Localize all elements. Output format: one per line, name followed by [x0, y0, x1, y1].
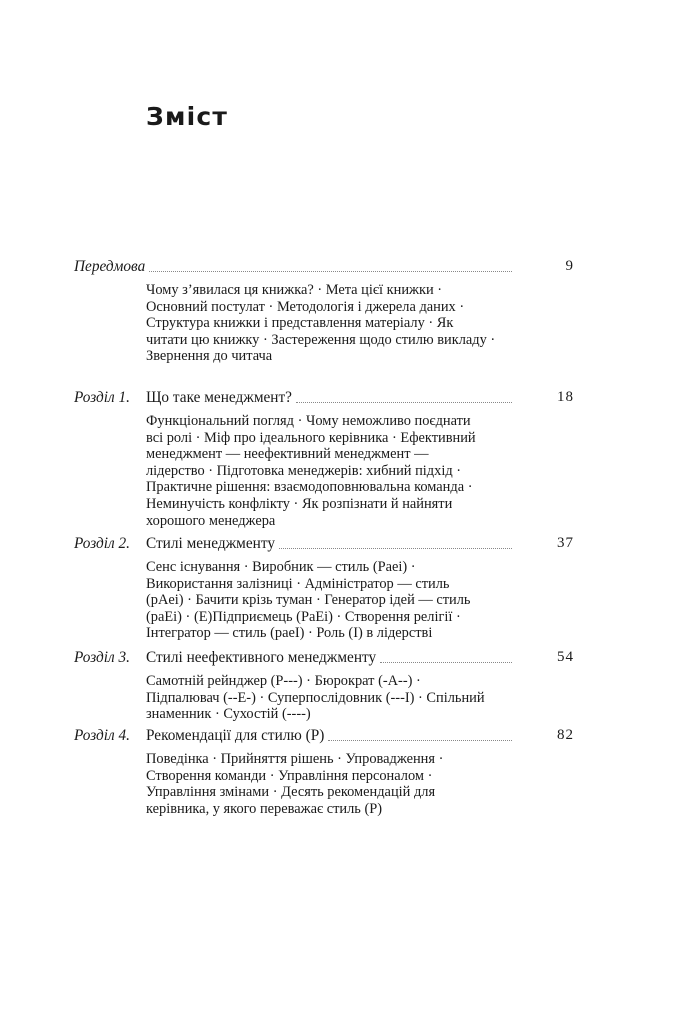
topic-line: Управління змінами · Десять рекомендацій для	[146, 784, 436, 801]
chapter-topics	[146, 282, 506, 365]
chapter-topics	[146, 673, 506, 723]
page-title: Зміст	[146, 102, 229, 131]
chapter-label: Розділ 3.	[74, 649, 130, 666]
topic-line: Неминучість конфлікту · Як розпізнати й найняти	[146, 495, 453, 512]
page-number: 54	[557, 649, 574, 665]
topic-line: знаменник · Сухостій (----)	[146, 706, 311, 723]
toc-entry	[74, 389, 574, 529]
page-number: 9	[565, 258, 574, 274]
topic-line: хорошого менеджера	[146, 512, 276, 529]
topic-line: Самотній рейнджер (P---) · Бюрократ (-A--) ·	[146, 673, 421, 689]
chapter-label: Розділ 2.	[74, 535, 130, 552]
topic-line: Використання залізниці · Адміністратор — стиль	[146, 575, 450, 592]
topic-line: всі ролі · Міф про ідеального керівника · Ефективний	[146, 429, 476, 446]
toc-entry-heading	[74, 389, 574, 411]
topic-line: Підпалювач (--E-) · Суперпослідовник (---I) · Спільний	[146, 689, 485, 706]
chapter-title: Стилі менеджменту	[146, 535, 275, 552]
chapter-label: Розділ 4.	[74, 727, 130, 744]
chapter-label: Передмова	[74, 258, 146, 275]
topic-line: читати цю книжку · Застереження щодо стилю викладу ·	[146, 331, 496, 348]
dot-leader	[328, 740, 512, 741]
topic-line: Функціональний погляд · Чому неможливо поєднати	[146, 413, 471, 429]
page-number: 82	[557, 727, 574, 743]
topic-line: Практичне рішення: взаємодоповнювальна команда ·	[146, 479, 473, 496]
chapter-topics	[146, 559, 506, 642]
toc-entry-heading	[74, 649, 574, 671]
topic-line: менеджмент — неефективний менеджмент —	[146, 446, 429, 463]
toc-entry-heading	[74, 727, 574, 749]
topic-line: Створення команди · Управління персоналом ·	[146, 767, 433, 784]
toc-entry-heading	[74, 258, 574, 280]
topic-line: Чому з’явилася ця книжка? · Мета цієї книжки ·	[146, 282, 443, 298]
topic-line: Інтегратор — стиль (paeI) · Роль (I) в лідерстві	[146, 625, 433, 642]
topic-line: лідерство · Підготовка менеджерів: хибний підхід ·	[146, 462, 462, 479]
dot-leader	[296, 402, 512, 403]
topic-line: (pAei) · Бачити крізь туман · Генератор ідей — стиль	[146, 592, 471, 609]
topic-line: Основний постулат · Методологія і джерела даних ·	[146, 298, 465, 315]
topic-line: (paEi) · (E)Підприємець (PaEi) · Створення релігії ·	[146, 608, 461, 625]
toc-entry	[74, 649, 574, 723]
dot-leader	[149, 271, 512, 272]
chapter-topics	[146, 751, 506, 817]
chapter-title: Стилі неефективного менеджменту	[146, 649, 377, 666]
chapter-title: Рекомендації для стилю (P)	[146, 727, 325, 744]
topic-line: Сенс існування · Виробник — стиль (Paei) ·	[146, 559, 416, 575]
page-number: 37	[557, 535, 574, 551]
chapter-topics	[146, 413, 506, 529]
toc-entry	[74, 727, 574, 817]
chapter-label: Розділ 1.	[74, 389, 130, 406]
toc-entry-heading	[74, 535, 574, 557]
toc-entry	[74, 258, 574, 365]
topic-line: Звернення до читача	[146, 348, 273, 365]
page-number: 18	[557, 389, 574, 405]
topic-line: Поведінка · Прийняття рішень · Упровадження ·	[146, 751, 444, 767]
topic-line: керівника, у якого переважає стиль (P)	[146, 800, 383, 817]
topic-line: Структура книжки і представлення матеріалу · Як	[146, 315, 454, 332]
dot-leader	[279, 548, 512, 549]
toc-entry	[74, 535, 574, 642]
chapter-title: Що таке менеджмент?	[146, 389, 292, 406]
dot-leader	[380, 662, 512, 663]
